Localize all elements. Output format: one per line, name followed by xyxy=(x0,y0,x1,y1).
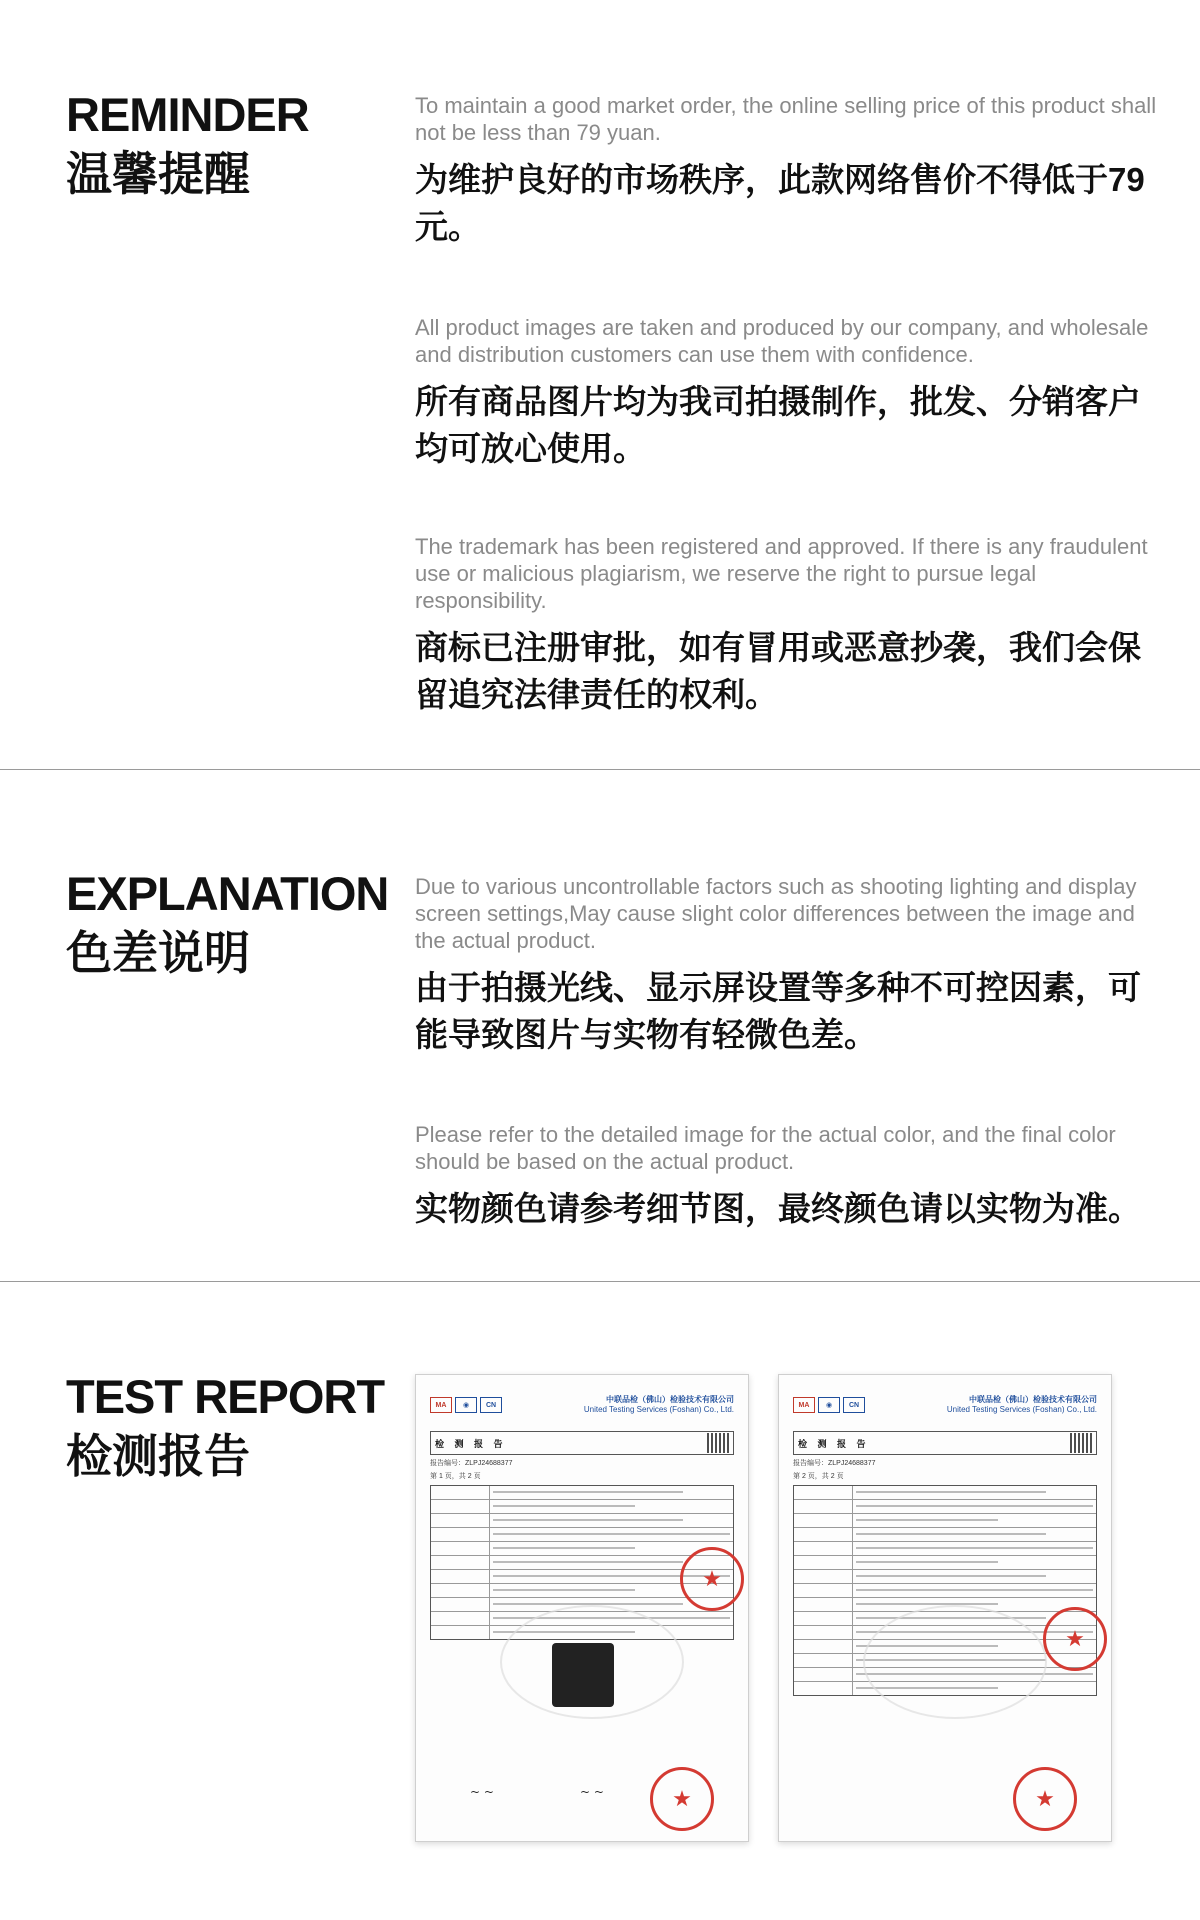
official-stamp-icon: ★ xyxy=(680,1547,744,1611)
report-doc-title: 检 测 报 告 xyxy=(798,1438,870,1449)
report-org-cn: 中联品检（佛山）检验技术有限公司 xyxy=(606,1395,734,1404)
reminder-item-3 xyxy=(415,533,1160,718)
report-org-en: United Testing Services (Foshan) Co., Ltd. xyxy=(946,1405,1097,1414)
ilac-logo-icon: ◉ xyxy=(818,1397,840,1413)
report-page: 第 2 页，共 2 页 xyxy=(793,1473,844,1480)
report-org xyxy=(947,1395,1097,1415)
test-report-image-1 xyxy=(415,1374,749,1842)
report-org xyxy=(584,1395,734,1415)
ilac-logo-icon: ◉ xyxy=(455,1397,477,1413)
explanation-title-cn: 色差说明 xyxy=(66,927,250,979)
qr-code-icon xyxy=(707,1433,729,1453)
report-header xyxy=(793,1387,1097,1423)
reminder-item-3-cn: 商标已注册审批，如有冒用或恶意抄袭，我们会保留追究法律责任的权利。 xyxy=(415,629,1141,713)
reminder-heading xyxy=(66,88,309,202)
explanation-item-2-en: Please refer to the detailed image for the actual color, and the final color should be based on the actual product. xyxy=(415,1122,1116,1174)
explanation-heading xyxy=(66,867,388,981)
reminder-item-3-en: The trademark has been registered and approved. If there is any fraudulent use or malicious plagiarism, we reserve the right to pursue legal responsibility. xyxy=(415,534,1148,613)
explanation-item-1-en: Due to various uncontrollable factors such as shooting lighting and display screen settings,May cause slight color differences between the image and the actual product. xyxy=(415,874,1137,953)
watermark-logo-icon xyxy=(863,1605,1047,1719)
section-divider-1 xyxy=(0,769,1200,770)
report-number: 报告编号：ZLPJ24688377 xyxy=(793,1460,876,1467)
report-doc-title: 检 测 报 告 xyxy=(435,1438,507,1449)
official-stamp-icon: ★ xyxy=(1043,1607,1107,1671)
reminder-item-1 xyxy=(415,92,1160,250)
official-stamp-icon: ★ xyxy=(650,1767,714,1831)
explanation-item-2-cn: 实物颜色请参考细节图，最终颜色请以实物为准。 xyxy=(415,1190,1141,1227)
reminder-item-2-en: All product images are taken and produced by our company, and wholesale and distribution customers can use them with confidence. xyxy=(415,315,1149,367)
test-report-title-en: TEST REPORT xyxy=(66,1370,385,1423)
sample-photo xyxy=(552,1643,614,1707)
report-title-row xyxy=(430,1431,734,1455)
report-org-cn: 中联品检（佛山）检验技术有限公司 xyxy=(969,1395,1097,1404)
signature-2: ~ ~ xyxy=(580,1785,604,1799)
explanation-item-1 xyxy=(415,873,1160,1058)
report-number: 报告编号：ZLPJ24688377 xyxy=(430,1460,513,1467)
report-page: 第 1 页，共 2 页 xyxy=(430,1473,481,1480)
report-org-en: United Testing Services (Foshan) Co., Ltd. xyxy=(583,1405,734,1414)
signature-1: ~ ~ xyxy=(470,1785,494,1799)
ma-logo-icon: MA xyxy=(793,1397,815,1413)
test-report-title-cn: 检测报告 xyxy=(66,1430,250,1482)
report-header xyxy=(430,1387,734,1423)
explanation-item-2 xyxy=(415,1121,1160,1232)
reminder-item-1-cn: 为维护良好的市场秩序，此款网络售价不得低于79元。 xyxy=(415,161,1145,245)
cnas-logo-icon: CN xyxy=(480,1397,502,1413)
cnas-logo-icon: CN xyxy=(843,1397,865,1413)
explanation-title-en: EXPLANATION xyxy=(66,867,389,920)
test-report-image-2 xyxy=(778,1374,1112,1842)
section-divider-2 xyxy=(0,1281,1200,1282)
explanation-item-1-cn: 由于拍摄光线、显示屏设置等多种不可控因素，可能导致图片与实物有轻微色差。 xyxy=(415,969,1141,1053)
official-stamp-icon: ★ xyxy=(1013,1767,1077,1831)
ma-logo-icon: MA xyxy=(430,1397,452,1413)
reminder-item-2 xyxy=(415,314,1160,472)
reminder-item-2-cn: 所有商品图片均为我司拍摄制作，批发、分销客户均可放心使用。 xyxy=(415,383,1141,467)
test-report-heading xyxy=(66,1370,384,1484)
reminder-title-en: REMINDER xyxy=(66,88,309,141)
reminder-title-cn: 温馨提醒 xyxy=(66,148,250,200)
report-title-row xyxy=(793,1431,1097,1455)
qr-code-icon xyxy=(1070,1433,1092,1453)
reminder-item-1-en: To maintain a good market order, the online selling price of this product shall not be less than 79 yuan. xyxy=(415,93,1157,145)
